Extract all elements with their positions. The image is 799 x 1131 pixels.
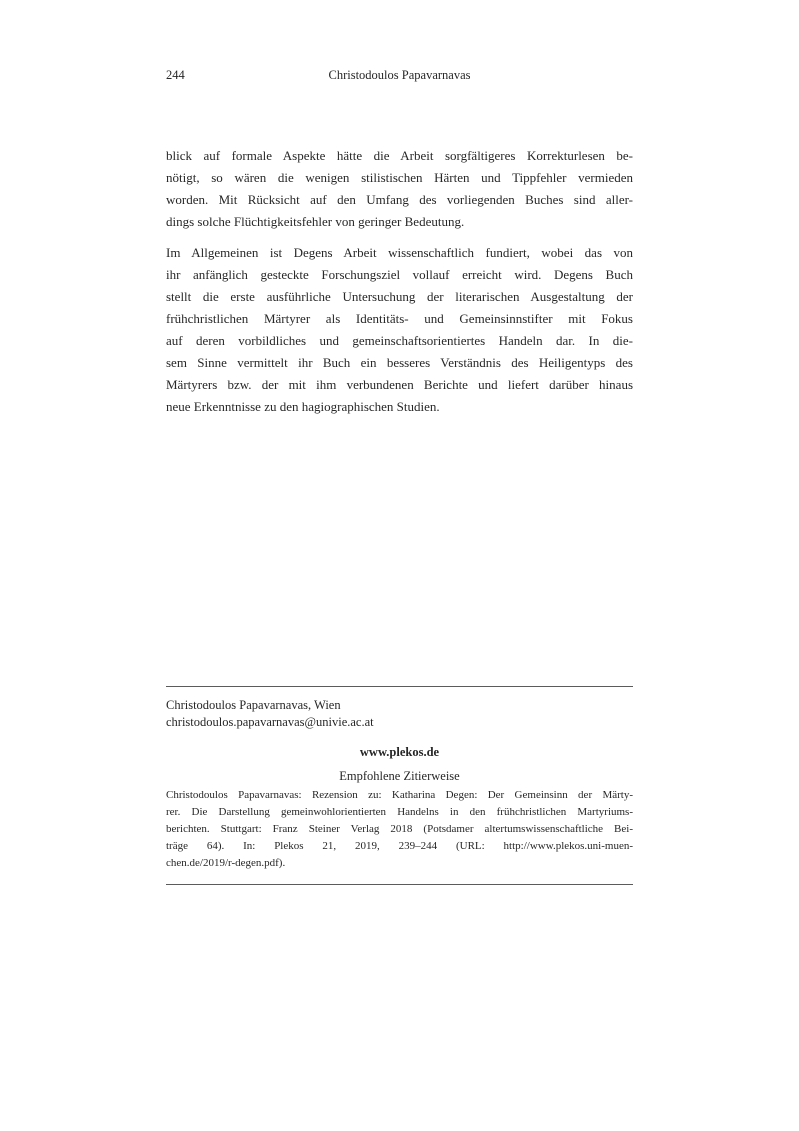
text-line: blick auf formale Aspekte hätte die Arbeit sorgfältigeres Korrekturlesen be- (166, 148, 633, 163)
text-line: dings solche Flüchtigkeitsfehler von geringer Bedeutung. (166, 214, 465, 229)
text-line: Christodoulos Papavarnavas: Rezension zu: Katharina Degen: Der Gemeinsinn der Märty- (166, 789, 633, 801)
text-line: nötigt, so wären die wenigen stilistischen Härten und Tippfehler vermieden (166, 170, 633, 185)
text-line: Märtyrers bzw. der mit ihm verbundenen Berichte und liefert darüber hinaus (166, 377, 633, 392)
author-affiliation: Christodoulos Papavarnavas, Wien (166, 698, 341, 712)
text-line: berichten. Stuttgart: Franz Steiner Verlag 2018 (Potsdamer altertumswissenschaftliche Bei- (166, 823, 633, 835)
text-line: neue Erkenntnisse zu den hagiographischen Studien. (166, 399, 440, 414)
text-line: auf deren vorbildliches und gemeinschaftsorientiertes Handeln dar. In die- (166, 333, 633, 348)
author-contact-block (166, 697, 633, 731)
body-paragraph (166, 242, 633, 418)
text-line: Im Allgemeinen ist Degens Arbeit wissenschaftlich fundiert, wobei das von (166, 245, 633, 260)
page-number: 244 (166, 68, 185, 82)
text-line: worden. Mit Rücksicht auf den Umfang des vorliegenden Buches sind aller- (166, 192, 633, 207)
text-line: ihr anfänglich gesteckte Forschungsziel vollauf erreicht wird. Degens Buch (166, 267, 633, 282)
citation-heading: Empfohlene Zitierweise (339, 769, 460, 783)
text-line: stellt die erste ausführliche Untersuchung der literarischen Ausgestaltung der (166, 289, 633, 304)
text-line: sem Sinne vermittelt ihr Buch ein besseres Verständnis des Heiligentyps des (166, 355, 633, 370)
page-header (166, 68, 633, 83)
text-line: frühchristlichen Märtyrer als Identitäts- und Gemeinsinnstifter mit Fokus (166, 311, 633, 326)
text-line: rer. Die Darstellung gemeinwohlorientierten Handelns in den frühchristlichen Martyriums- (166, 806, 633, 818)
footer-divider-bottom (166, 884, 633, 885)
running-title: Christodoulos Papavarnavas (328, 68, 471, 82)
footer-divider-top (166, 686, 633, 687)
text-line: chen.de/2019/r-degen.pdf). (166, 857, 286, 869)
journal-website: www.plekos.de (359, 745, 440, 759)
text-line: träge 64). In: Plekos 21, 2019, 239–244 (URL: http://www.plekos.uni-muen- (166, 840, 633, 852)
body-text (166, 145, 633, 427)
recommended-citation (166, 787, 633, 872)
body-paragraph (166, 145, 633, 233)
author-email: christodoulos.papavarnavas@univie.ac.at (166, 715, 374, 729)
